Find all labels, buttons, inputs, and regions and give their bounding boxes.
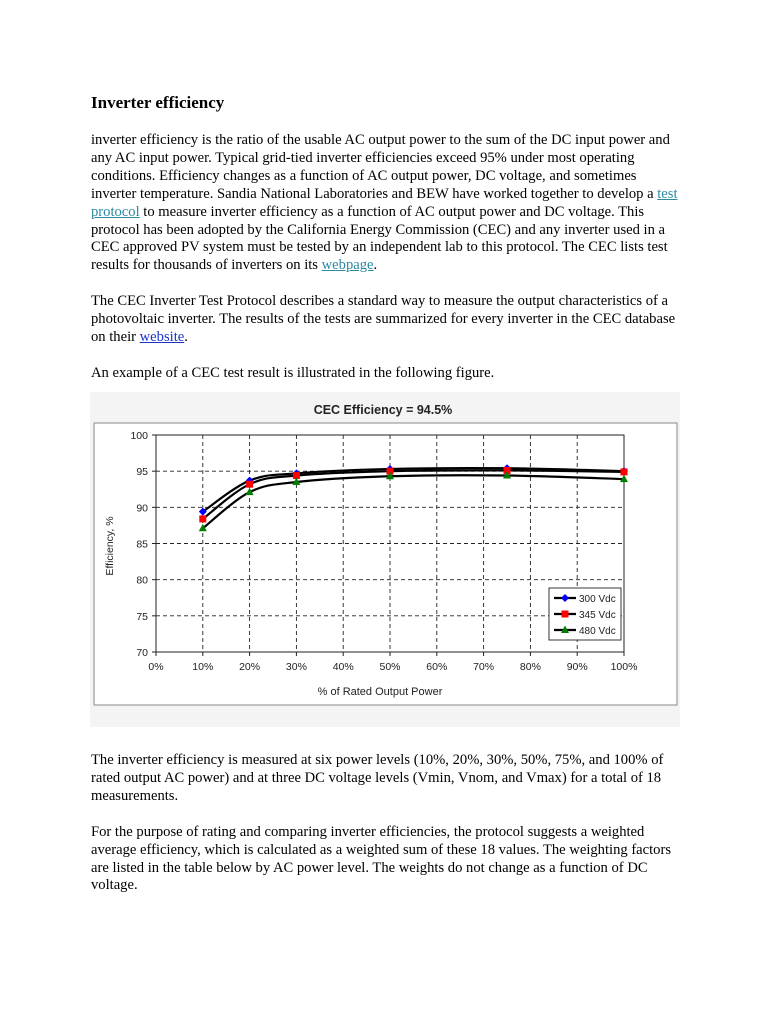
efficiency-figure [90,392,680,727]
paragraph-intro-text-1: inverter efficiency is the ratio of the usable AC output power to the sum of the DC input power and any AC input power. Typical grid-tied inverter efficiencies exceed 95% under most operating conditions. Efficiency changes as a function of AC output power, DC voltage, and sometimes inverter temperature. Sandia National Laboratories and BEW have worked together to develop a [91,132,670,202]
x-tick-label: 10% [192,661,214,673]
y-tick-label: 95 [136,466,148,479]
x-tick-label: 0% [148,661,164,673]
y-axis-label: Efficiency, % [104,516,116,576]
legend-label-480-vdc: 480 Vdc [579,626,616,637]
x-tick-label: 40% [332,661,354,673]
legend-label-300-vdc: 300 Vdc [579,594,616,605]
y-tick-label: 90 [136,502,148,515]
x-tick-label: 20% [239,661,261,673]
document-body [91,92,681,401]
webpage-link[interactable]: webpage [321,257,374,274]
website-link[interactable]: website [139,329,185,346]
chart-legend [549,588,621,640]
paragraph-figure-intro: An example of a CEC test result is illustrated in the following figure. [91,364,495,381]
data-point-345-vdc [199,515,206,522]
x-tick-label: 60% [426,661,448,673]
test-protocol-link[interactable]: test protocol [91,185,678,220]
efficiency-chart [90,392,680,727]
x-tick-label: 30% [285,661,307,673]
data-point-345-vdc [621,468,628,475]
x-tick-label: 90% [566,661,588,673]
page-title: Inverter efficiency [91,93,225,112]
y-tick-label: 100 [130,430,148,442]
paragraph-protocol-text-1: The CEC Inverter Test Protocol describes a standard way to measure the output characteristics of a photovoltaic inverter. The results of the tests are summarized for every inverter in the CEC database on their [91,293,676,346]
paragraph-intro [91,132,681,275]
paragraph-intro-text-2: to measure inverter efficiency as a function of AC output power and DC voltage. This protocol has been adopted by the California Energy Commission (CEC) and any inverter used in a CEC approved PV system must be tested by an independent lab to this protocol. The CEC lists test results for thousands of inverters on its [91,203,668,274]
document-body-continued [91,752,683,913]
y-tick-label: 85 [136,538,148,551]
data-point-345-vdc [246,481,253,488]
y-tick-label: 75 [136,610,148,623]
x-tick-label: 50% [379,661,401,673]
paragraph-protocol-text-2: . [184,329,188,346]
paragraph-intro-text-3: . [373,257,378,274]
legend-marker-345-vdc [562,611,569,618]
paragraph-weighting: For the purpose of rating and comparing inverter efficiencies, the protocol suggests a weighted average efficiency, which is calculated as a weighted sum of these 18 values. The weighting factors are listed in the table below by AC power level. The weights do not change as a function of DC voltage. [91,823,672,894]
chart-title: CEC Efficiency = 94.5% [313,403,453,417]
legend-label-345-vdc: 345 Vdc [579,610,616,621]
paragraph-measurements: The inverter efficiency is measured at six power levels (10%, 20%, 30%, 50%, 75%, and 100% of rated output AC power) and at three DC voltage levels (Vmin, Vnom, and Vmax) for a total of 18 measurements. [91,752,664,804]
x-axis-label: % of Rated Output Power [317,686,443,698]
x-tick-label: 70% [473,661,495,673]
y-tick-label: 80 [136,574,148,587]
x-tick-label: 80% [519,661,541,673]
x-tick-label: 100% [610,661,638,673]
y-tick-label: 70 [136,647,148,659]
paragraph-protocol [91,293,681,347]
